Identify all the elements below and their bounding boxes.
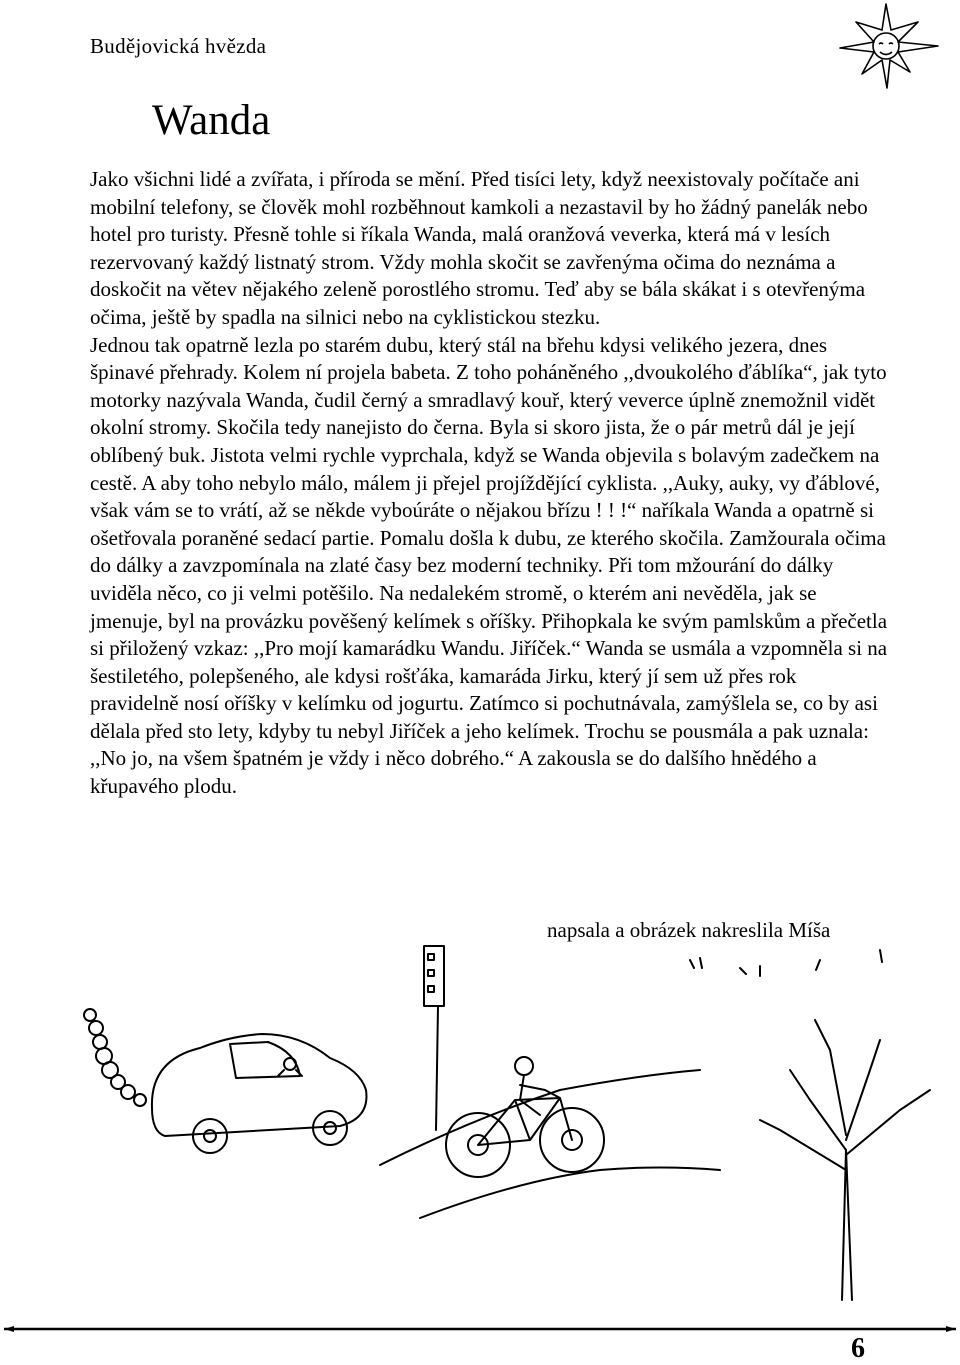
article-body: [90, 166, 890, 801]
tree-icon: [690, 950, 930, 1300]
article-title: Wanda: [152, 97, 271, 144]
bicycle-icon: [446, 1057, 604, 1177]
page-number: 6: [851, 1333, 865, 1364]
car-icon: [152, 1034, 367, 1153]
footer-divider: [4, 1326, 956, 1332]
publication-name: Budějovická hvězda: [90, 34, 267, 58]
car-bicycle-tree-drawing: [0, 940, 960, 1320]
article-paragraph: Jako všichni lidé a zvířata, i příroda se mění. Před tisíci lety, když neexistovaly počítače ani mobilní telefony, se člověk mohl rozběhnout kamkoli a nezastavil by ho žádný panelák nebo hotel pro turisty. Přesně tohle si říkala Wanda, malá oranžová veverka, která má v lesích rezervovaný každý listnatý strom. Vždy mohla skočit se zavřenýma očima do neznáma a doskočit na větev nějakého zeleně porostlého stromu. Teď aby se bála skákat i s otevřenýma očima, ještě by spadla na silnici nebo na cyklistickou stezku.: [90, 167, 868, 329]
author-credit: napsala a obrázek nakreslila Míša: [547, 918, 831, 942]
article-paragraph: Jednou tak opatrně lezla po starém dubu, který stál na břehu kdysi velikého jezera, dnes špinavé přehrady. Kolem ní projela babeta. Z toho poháněného ,,dvoukolého ďáblíka“, jak tyto motorky nazývala Wanda, čudil černý a smradlavý kouř, který veverce úplně znemožnil vidět okolní stromy. Skočila tedy nanejisto do černa. Byla si skoro jista, že o pár metrů dál je její oblíbený buk. Jistota velmi rychle vyprchala, když se Wanda objevila s bolavým zadečkem na cestě. A aby toho nebylo málo, málem ji přejel projíždějící cyklista. ,,Auky, auky, vy ďáblové, však vám se to vrátí, až se někde vyboúráte o nějakou břízu ! ! !“ naříkala Wanda a opatrně si ošetřovala poraněné sedací partie. Pomalu došla k dubu, ze kterého skočila. Zamžourala očima do dálky a zavzpomínala na zlaté časy bez moderní techniky. Při tom mžourání do dálky uviděla něco, co ji velmi potěšilo. Na nedalekém stromě, o kterém ani nevěděla, jak se jmenuje, byl na provázku pověšený kelímek s oříšky. Přihopkala ke svým pamlskům a přečetla si přiložený vzkaz: ,,Pro mojí kamarádku Wandu. Jiříček.“ Wanda se usmála a vzpomněla si na šestiletého, polepšeného, ale kdysi rošťáka, kamaráda Jirku, který jí sem už přes rok pravidelně nosí oříšky v kelímku od jogurtu. Zatímco si pochutnávala, zamýšlela se, co by asi dělala před sto lety, kdyby tu nebyl Jiříček a jeho kelímek. Trochu se pousmála a pak uznala: ,,No jo, na všem špatném je vždy i něco dobrého.“ A zakousla se do dalšího hnědého a křupavého plodu.: [90, 332, 888, 799]
star-face-logo-icon: [838, 2, 940, 90]
smoke-icon: [84, 1009, 146, 1106]
sign-icon: [424, 946, 444, 1130]
